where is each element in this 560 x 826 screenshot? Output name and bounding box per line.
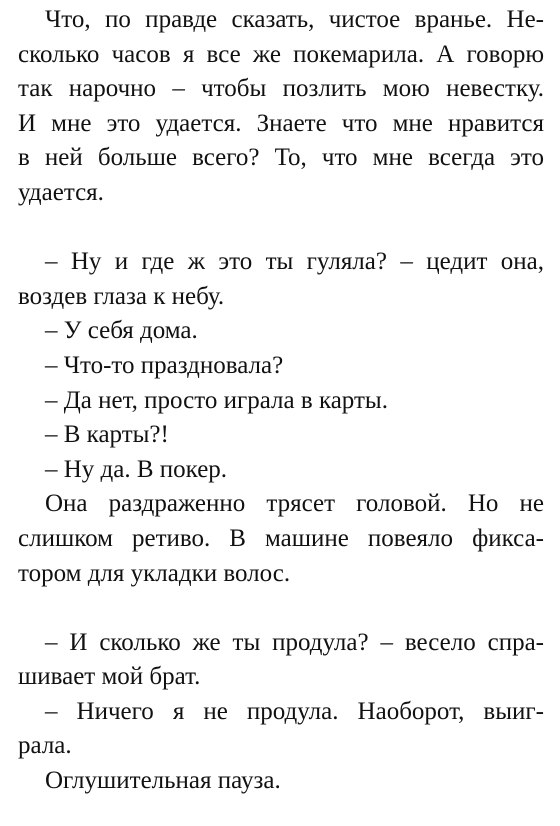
text-line: – И сколько же ты продула? – весело спра- [45,628,544,656]
text-line: в ней больше всего? То, что мне всегда это [18,144,544,172]
paragraph-dialogue [18,418,544,453]
text-line: тором для укладки волос. [18,559,291,587]
paragraph-intro [18,3,544,211]
paragraph-dialogue [18,626,544,695]
paragraph-dialogue [18,245,544,314]
text-line: шивает мой брат. [18,663,201,691]
text-line: Оглушительная пауза. [45,767,281,795]
text-line: Что, по правде сказать, чистое вранье. Не- [45,6,544,33]
paragraph-narration [18,764,544,799]
paragraph-dialogue [18,314,544,349]
text-line: рала. [18,732,72,760]
paragraph-narration [18,487,544,591]
text-line: – Что-то праздновала? [45,351,284,379]
text-line: – У себя дома. [45,317,198,345]
text-line: – В карты?! [45,421,169,449]
paragraph-dialogue [18,695,544,764]
text-line: сколько часов я все же покемарила. А говорю [18,40,544,68]
text-line: так нарочно – чтобы позлить мою невестку. [18,75,544,103]
paragraph-dialogue [18,384,544,419]
section-break [18,591,544,626]
text-line: удается. [18,178,104,206]
text-line: слишком ретиво. В машине повеяло фикса- [18,524,544,552]
paragraph-dialogue [18,453,544,488]
text-line: – Ничего я не продула. Наоборот, выиг- [45,697,544,725]
text-line: – Да нет, просто играла в карты. [45,386,388,414]
text-line: – Ну да. В покер. [45,455,228,483]
text-line: Она раздраженно трясет головой. Но не [45,490,544,518]
section-break [18,211,544,246]
text-line: И мне это удается. Знаете что мне нравится [18,109,544,137]
paragraph-dialogue [18,349,544,384]
book-page [18,3,544,799]
text-line: воздев глаза к небу. [18,282,225,310]
text-line: – Ну и где ж это ты гуляла? – цедит она, [45,248,544,276]
